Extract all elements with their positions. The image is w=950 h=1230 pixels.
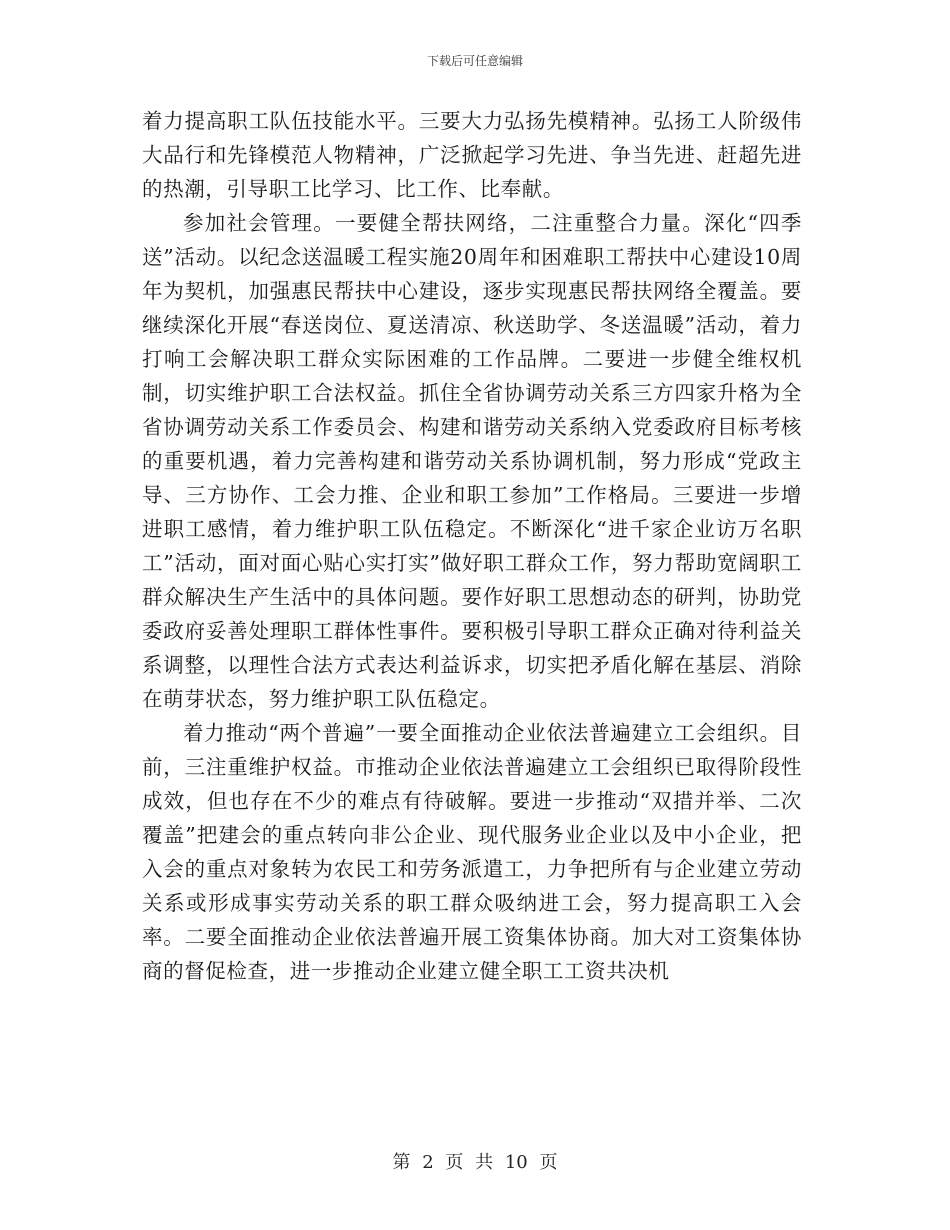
document-body <box>142 104 802 988</box>
page-header-note: 下载后可任意编辑 <box>426 54 523 68</box>
page-footer-number: 第 2 页 共 10 页 <box>392 1152 558 1173</box>
paragraph-3: 着力推动“两个普遍”一要全面推动企业依法普遍建立工会组织。目前，三注重维护权益。市推动企业依法普遍建立工会组织已取得阶段性成效，但也存在不少的难点有待破解。要进一步推动“双措并举、二次覆盖”把建会的重点转向非公企业、现代服务业企业以及中小企业，把入会的重点对象转为农民工和劳务派遣工，力争把所有与企业建立劳动关系或形成事实劳动关系的职工群众吸纳进工会，努力提高职工入会率。二要全面推动企业依法普遍开展工资集体协商。加大对工资集体协商的督促检查，进一步推动企业建立健全职工工资共决机 <box>142 721 802 983</box>
paragraph-2: 参加社会管理。一要健全帮扶网络，二注重整合力量。深化“四季送”活动。以纪念送温暖工程实施20周年和困难职工帮扶中心建设10周年为契机，加强惠民帮扶中心建设，逐步实现惠民帮扶网络全覆盖。要继续深化开展“春送岗位、夏送清凉、秋送助学、冬送温暖”活动，着力打响工会解决职工群众实际困难的工作品牌。二要进一步健全维权机制，切实维护职工合法权益。抓住全省协调劳动关系三方四家升格为全省协调劳动关系工作委员会、构建和谐劳动关系纳入党委政府目标考核的重要机遇，着力完善构建和谐劳动关系协调机制，努力形成“党政主导、三方协作、工会力推、企业和职工参加”工作格局。三要进一步增进职工感情，着力维护职工队伍稳定。不断深化“进千家企业访万名职工”活动，面对面心贴心实打实”做好职工群众工作，努力帮助宽阔职工群众解决生产生活中的具体问题。要作好职工思想动态的研判，协助党委政府妥善处理职工群体性事件。要积极引导职工群众正确对待利益关系调整，以理性合法方式表达利益诉求，切实把矛盾化解在基层、消除在萌芽状态，努力维护职工队伍稳定。 <box>142 211 802 711</box>
paragraph-1: 着力提高职工队伍技能水平。三要大力弘扬先模精神。弘扬工人阶级伟大品行和先锋模范人物精神，广泛掀起学习先进、争当先进、赶超先进的热潮，引导职工比学习、比工作、比奉献。 <box>142 109 802 201</box>
